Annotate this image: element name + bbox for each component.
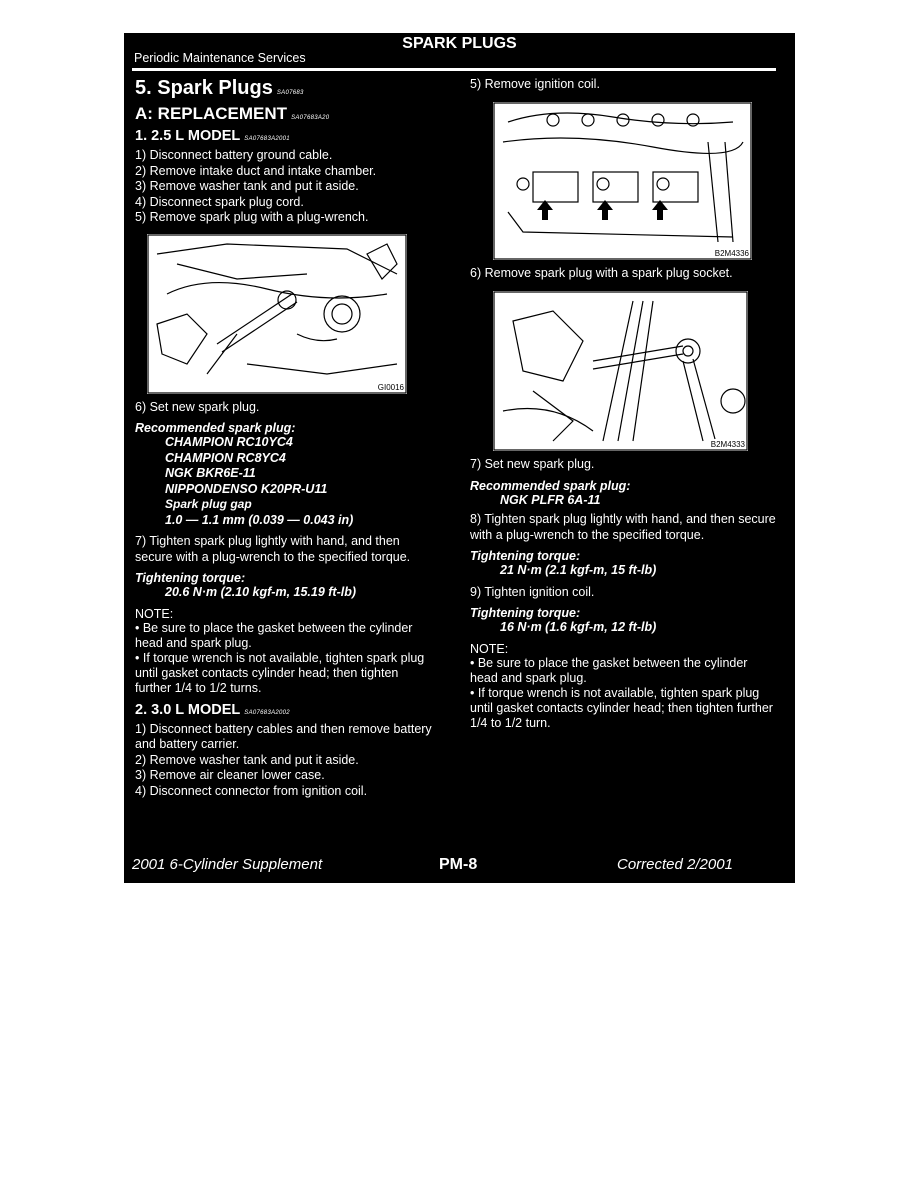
- step-2: 2) Remove washer tank and put it aside.: [135, 752, 359, 767]
- step-6: 6) Set new spark plug.: [135, 399, 260, 414]
- figure-label: B2M4333: [710, 440, 745, 449]
- torque-value: 16 N·m (1.6 kgf-m, 12 ft-lb): [500, 620, 657, 634]
- figure-label: B2M4336: [714, 248, 749, 258]
- note-item: • Be sure to place the gasket between the cylinder head and spark plug.: [470, 655, 748, 685]
- step-4: 4) Disconnect spark plug cord.: [135, 194, 304, 209]
- ignition-coil-illustration: [493, 102, 752, 260]
- right-column: [470, 77, 776, 731]
- manual-page: [124, 33, 795, 883]
- step-3: 3) Remove air cleaner lower case.: [135, 768, 325, 782]
- footer-revision: Corrected 2/2001: [617, 856, 733, 873]
- section-heading: [135, 77, 437, 100]
- section-code: SA07683: [276, 90, 304, 96]
- torque-value: 20.6 N·m (2.10 kgf-m, 15.19 ft-lb): [165, 585, 357, 599]
- recommended-plug-heading: Recommended spark plug:: [470, 478, 631, 493]
- engine-illustration: [147, 234, 407, 394]
- step-3: 3) Remove washer tank and put it aside.: [135, 179, 359, 193]
- model-heading-3-0: [135, 702, 437, 718]
- step-6: 6) Remove spark plug with a spark plug socket.: [470, 265, 733, 280]
- plug-option: CHAMPION RC8YC4: [165, 450, 286, 465]
- step-9: 9) Tighten ignition coil.: [470, 584, 595, 599]
- footer-publication: 2001 6-Cylinder Supplement: [132, 856, 323, 873]
- section-name: Periodic Maintenance Services: [134, 51, 306, 65]
- recommended-plug-heading: Recommended spark plug:: [135, 421, 296, 435]
- figure-ignition-coil: [493, 102, 752, 260]
- figure-plug-wrench: [147, 234, 407, 394]
- footer-page-number: PM-8: [439, 856, 478, 873]
- model-heading-text: 1. 2.5 L MODEL: [135, 128, 241, 144]
- plug-option: NGK PLFR 6A-11: [500, 492, 601, 507]
- step-2: 2) Remove intake duct and intake chamber.: [135, 163, 377, 178]
- model-heading-2-5: [135, 128, 437, 144]
- step-5: 5) Remove ignition coil.: [470, 77, 600, 91]
- torque-heading: Tightening torque:: [135, 571, 246, 585]
- note-item: • If torque wrench is not available, tighten spark plug until gasket contacts cylinder head; then tighten further 1/4 to 1/2 turns.: [135, 650, 425, 695]
- plug-option: NIPPONDENSO K20PR-U11: [165, 481, 328, 496]
- gap-value: 1.0 — 1.1 mm (0.039 — 0.043 in): [165, 512, 354, 527]
- step-1: 1) Disconnect battery ground cable.: [135, 148, 333, 162]
- note-heading: NOTE:: [470, 641, 509, 656]
- step-8: 8) Tighten spark plug lightly with hand, and then secure with a plug-wrench to the specified torque.: [470, 512, 776, 542]
- plug-option: CHAMPION RC10YC4: [165, 435, 293, 449]
- plug-option: NGK BKR6E-11: [165, 466, 256, 480]
- torque-heading: Tightening torque:: [470, 549, 581, 563]
- torque-heading: Tightening torque:: [470, 606, 581, 620]
- note-item: • If torque wrench is not available, tighten spark plug until gasket contacts cylinder head; then tighten further 1/4 to 1/2 turn.: [470, 685, 773, 730]
- subsection-code: SA07683A20: [291, 115, 330, 121]
- figure-plug-socket: [493, 291, 748, 451]
- model-code: SA07683A2001: [244, 136, 290, 142]
- note-heading: NOTE:: [135, 606, 174, 621]
- step-1: 1) Disconnect battery cables and then remove battery and battery carrier.: [135, 721, 432, 751]
- torque-value: 21 N·m (2.1 kgf-m, 15 ft-lb): [500, 563, 657, 577]
- step-4: 4) Disconnect connector from ignition coil.: [135, 783, 368, 798]
- section-heading-text: 5. Spark Plugs: [135, 77, 273, 99]
- page-title: SPARK PLUGS: [402, 35, 517, 52]
- left-column: [135, 77, 437, 799]
- step-7: 7) Tighten spark plug lightly with hand, and then secure with a plug-wrench to the specified torque.: [135, 534, 411, 564]
- figure-label: GI0016: [377, 382, 404, 392]
- note-item: • Be sure to place the gasket between the cylinder head and spark plug.: [135, 620, 413, 650]
- model-heading-text: 2. 3.0 L MODEL: [135, 701, 241, 718]
- model-code: SA07683A2002: [244, 709, 290, 716]
- subsection-heading-text: A: REPLACEMENT: [135, 104, 288, 123]
- header-divider: [132, 68, 776, 71]
- step-5: 5) Remove spark plug with a plug-wrench.: [135, 210, 369, 224]
- plug-socket-illustration: [493, 291, 748, 451]
- subsection-heading: [135, 104, 437, 124]
- step-7: 7) Set new spark plug.: [470, 457, 595, 471]
- gap-label: Spark plug gap: [165, 497, 252, 511]
